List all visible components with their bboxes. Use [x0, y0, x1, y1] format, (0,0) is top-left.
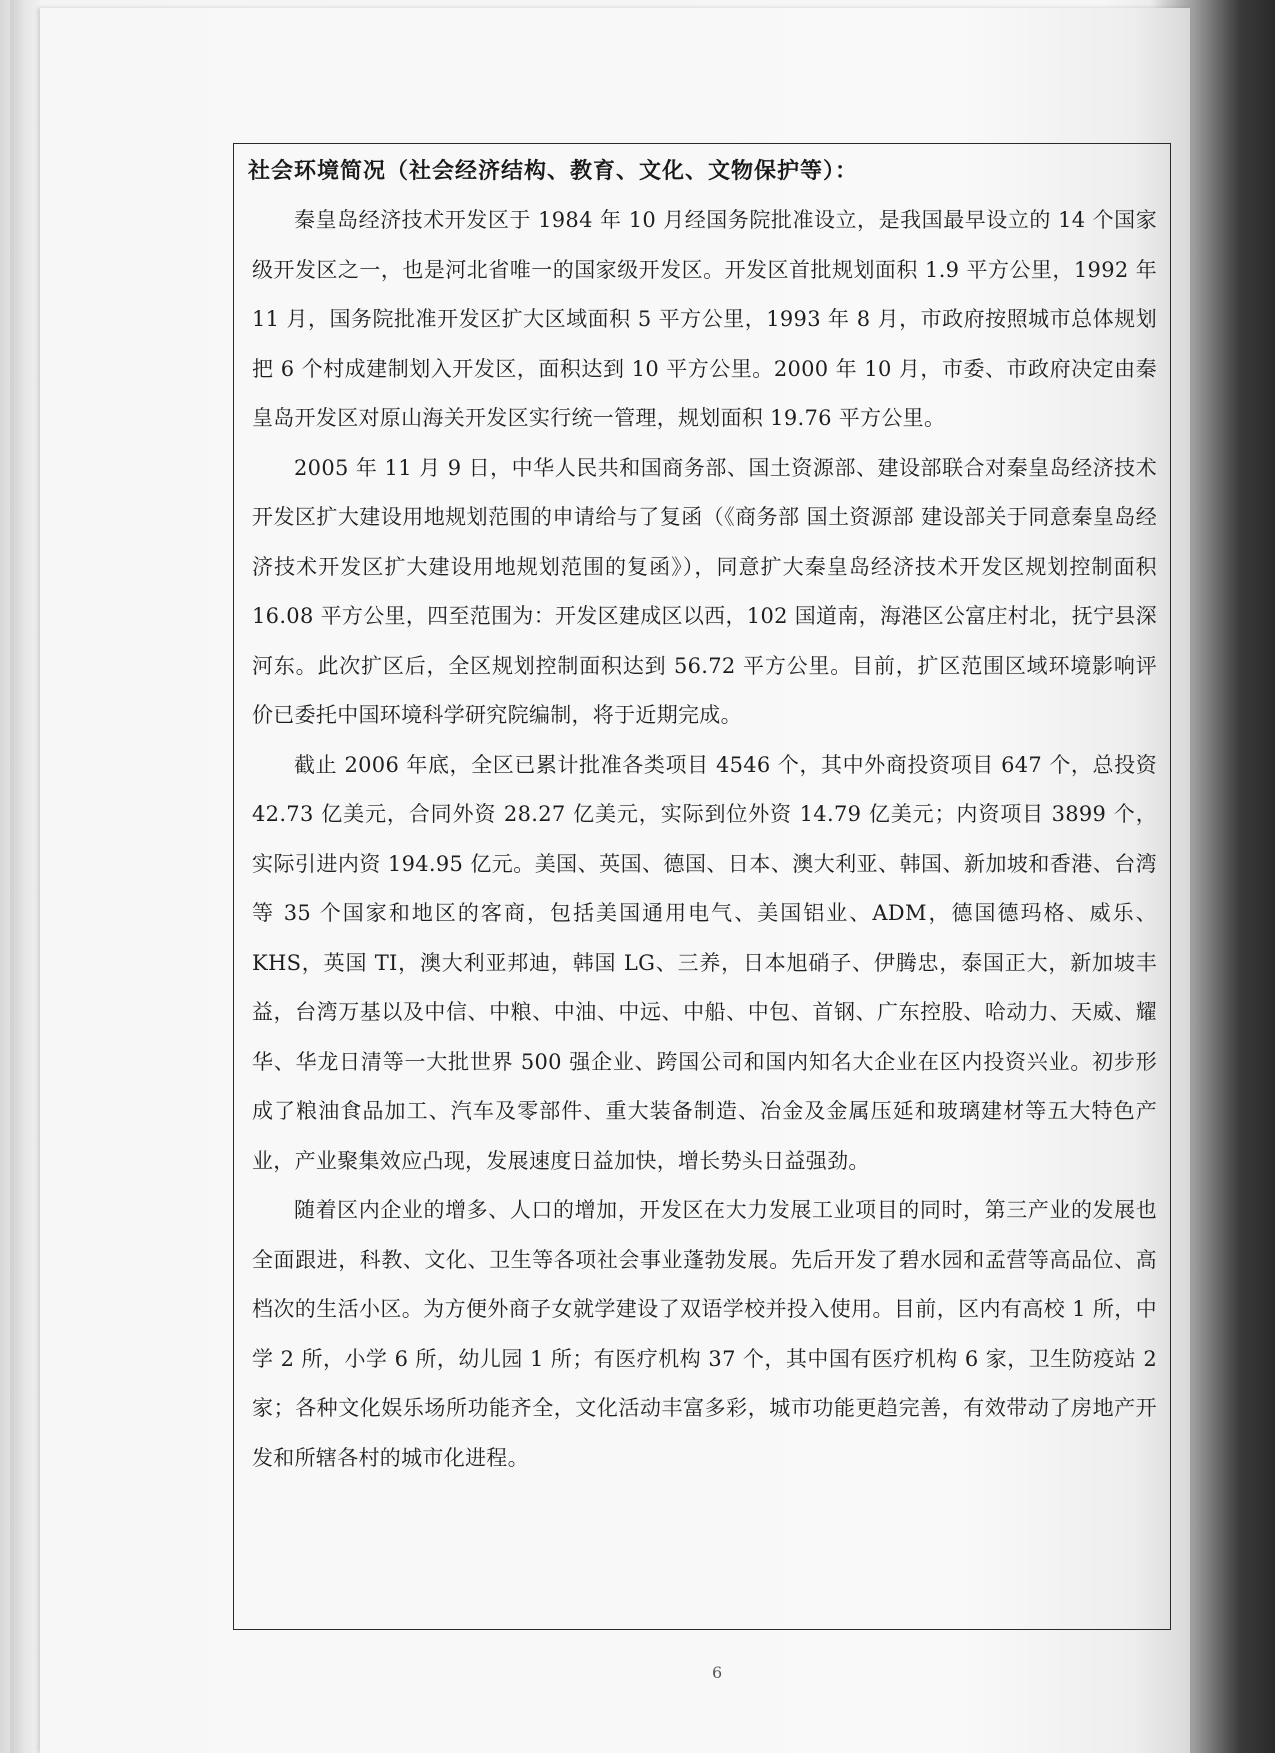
- page-stack-edge: [10, 0, 40, 1753]
- paragraph-2: 2005 年 11 月 9 日，中华人民共和国商务部、国土资源部、建设部联合对秦皇岛经济技术开发区扩大建设用地规划范围的申请给与了复函（《商务部 国土资源部 建设部关于同意秦皇岛经济技术开发区扩大建设用地规划范围的复函》），同意扩大秦皇岛经济技术开发区规划控制面积 16.08 平方公里，四至范围为：开发区建成区以西，102 国道南，海港区公富庄村北，抚宁县深河东。此次扩区后，全区规划控制面积达到 56.72 平方公里。目前，扩区范围区域环境影响评价已委托中国环境科学研究院编制，将于近期完成。: [252, 455, 1157, 727]
- body-text: [252, 196, 1157, 1483]
- document-page: [40, 8, 1190, 1753]
- section-heading: 社会环境简况（社会经济结构、教育、文化、文物保护等）：: [248, 159, 859, 184]
- paragraph-4: 随着区内企业的增多、人口的增加，开发区在大力发展工业项目的同时，第三产业的发展也全面跟进，科教、文化、卫生等各项社会事业蓬勃发展。先后开发了碧水园和孟营等高品位、高档次的生活小区。为方便外商子女就学建设了双语学校并投入使用。目前，区内有高校 1 所，中学 2 所，小学 6 所，幼儿园 1 所；有医疗机构 37 个，其中国有医疗机构 6 家，卫生防疫站 2 家；各种文化娱乐场所功能齐全，文化活动丰富多彩，城市功能更趋完善，有效带动了房地产开发和所辖各村的城市化进程。: [252, 1198, 1157, 1470]
- paragraph-3: 截止 2006 年底，全区已累计批准各类项目 4546 个，其中外商投资项目 647 个，总投资 42.73 亿美元，合同外资 28.27 亿美元，实际到位外资 14.79 亿美元；内资项目 3899 个，实际引进内资 194.95 亿元。美国、英国、德国、日本、澳大利亚、韩国、新加坡和香港、台湾等 35 个国家和地区的客商，包括美国通用电气、美国铝业、ADM，德国德玛格、威乐、KHS，英国 TI，澳大利亚邦迪，韩国 LG、三养，日本旭硝子、伊腾忠，泰国正大，新加坡丰益，台湾万基以及中信、中粮、中油、中远、中船、中包、首钢、广东控股、哈动力、天威、耀华、华龙日清等一大批世界 500 强企业、跨国公司和国内知名大企业在区内投资兴业。初步形成了粮油食品加工、汽车及零部件、重大装备制造、冶金及金属压延和玻璃建材等五大特色产业，产业聚集效应凸现，发展速度日益加快，增长势头日益强劲。: [252, 752, 1157, 1173]
- paragraph-1: 秦皇岛经济技术开发区于 1984 年 10 月经国务院批准设立，是我国最早设立的 14 个国家级开发区之一，也是河北省唯一的国家级开发区。开发区首批规划面积 1.9 平方公里，1992 年 11 月，国务院批准开发区扩大区域面积 5 平方公里，1993 年 8 月，市政府按照城市总体规划把 6 个村成建制划入开发区，面积达到 10 平方公里。2000 年 10 月，市委、市政府决定由秦皇岛开发区对原山海关开发区实行统一管理，规划面积 19.76 平方公里。: [252, 208, 1157, 430]
- page-number: 6: [712, 1663, 723, 1682]
- content-frame: [233, 143, 1171, 1630]
